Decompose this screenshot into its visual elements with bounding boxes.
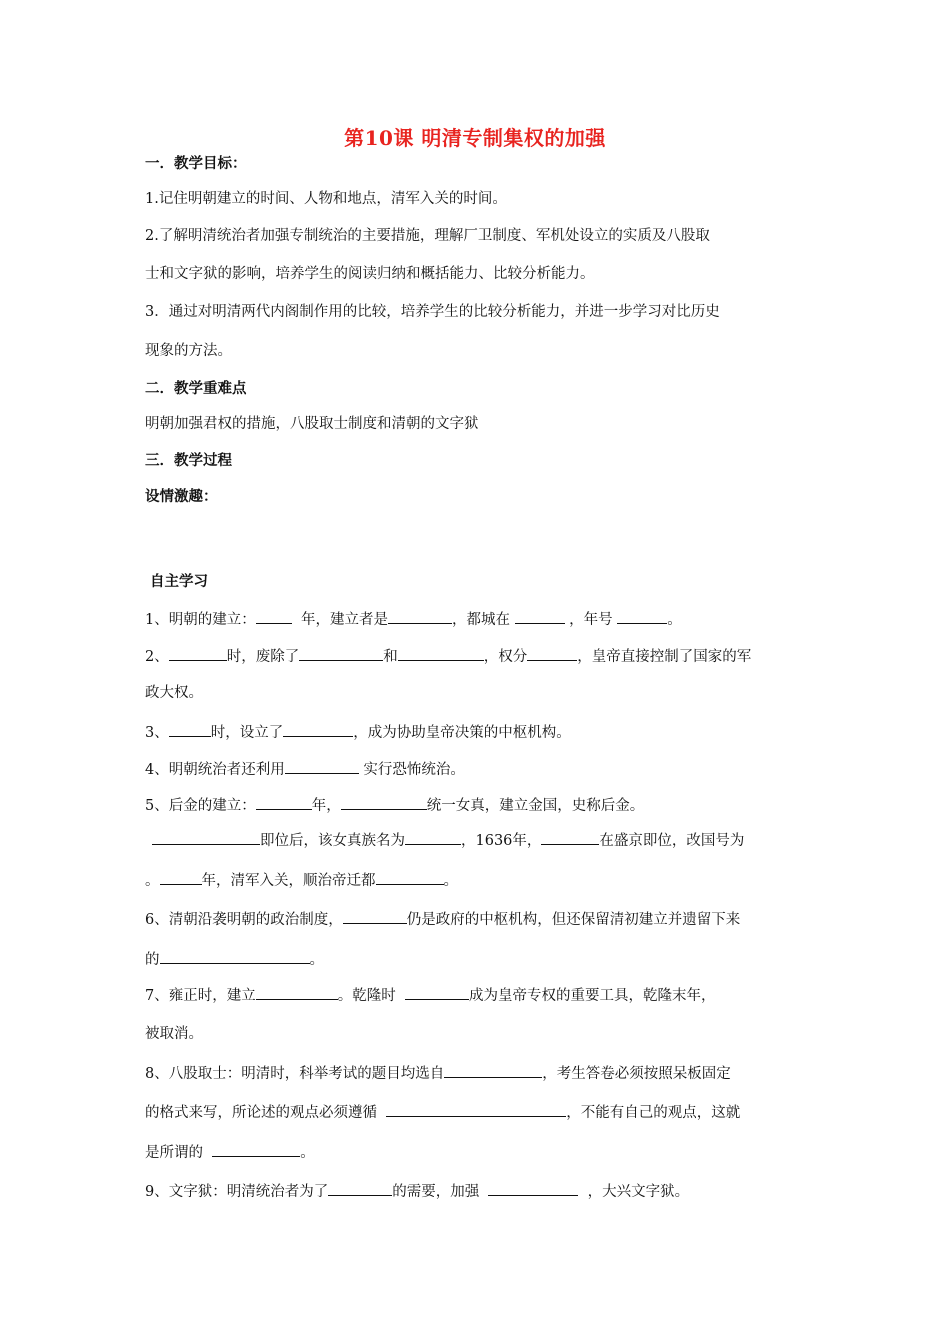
- answer-blank[interactable]: [299, 645, 383, 661]
- question-5-cont-2: 。 年，清军入关，顺治帝迁都 。: [145, 869, 810, 891]
- answer-blank[interactable]: [256, 984, 338, 1000]
- answer-blank[interactable]: [256, 608, 292, 624]
- objective-3-line2: 现象的方法。: [145, 343, 232, 359]
- answer-blank[interactable]: [328, 1180, 392, 1196]
- question-3: 3、 时，设立了 ，成为协助皇帝决策的中枢机构。: [145, 721, 810, 743]
- answer-blank[interactable]: [527, 645, 577, 661]
- question-2: 2、 时，废除了 和 ，权分 ，皇帝直接控制了国家的军: [145, 645, 810, 667]
- answer-blank[interactable]: [515, 608, 565, 624]
- answer-blank[interactable]: [256, 794, 312, 810]
- answer-blank[interactable]: [444, 1062, 542, 1078]
- answer-blank[interactable]: [285, 758, 359, 774]
- question-4: 4、明朝统治者还利用 实行恐怖统治。: [145, 758, 810, 780]
- section-heading-key-points: 二．教学重难点: [145, 380, 247, 397]
- answer-blank[interactable]: [160, 869, 202, 885]
- self-study-heading: 自主学习: [150, 573, 208, 590]
- question-9: 9、文字狱：明清统治者为了 的需要，加强 ，大兴文字狱。: [145, 1180, 810, 1202]
- objective-2-line1: 2.了解明清统治者加强专制统治的主要措施，理解厂卫制度、军机处设立的实质及八股取: [145, 228, 710, 244]
- question-7-cont: 被取消。: [145, 1026, 203, 1042]
- question-7: 7、雍正时，建立 。乾隆时 成为皇帝专权的重要工具，乾隆末年，: [145, 984, 810, 1006]
- answer-blank[interactable]: [283, 721, 353, 737]
- answer-blank[interactable]: [160, 948, 310, 964]
- answer-blank[interactable]: [541, 829, 599, 845]
- question-1: 1、明朝的建立： 年，建立者是 ，都城在 ，年号 。: [145, 608, 810, 630]
- objective-1: 1.记住明朝建立的时间、人物和地点，清军入关的时间。: [145, 191, 507, 207]
- question-5-cont-1: 即位后，该女真族名为 ，1636年， 在盛京即位，改国号为: [152, 829, 817, 851]
- answer-blank[interactable]: [405, 984, 469, 1000]
- question-2-cont: 政大权。: [145, 685, 203, 701]
- lesson-title: 第10课 明清专制集权的加强: [344, 126, 606, 150]
- process-intro-label: 设情激趣：: [145, 488, 218, 505]
- objective-2-line2: 士和文字狱的影响，培养学生的阅读归纳和概括能力、比较分析能力。: [145, 266, 595, 282]
- answer-blank[interactable]: [405, 829, 461, 845]
- question-8-cont-1: 的格式来写，所论述的观点必须遵循 ，不能有自己的观点，这就: [145, 1101, 810, 1123]
- answer-blank[interactable]: [341, 794, 427, 810]
- objective-3-line1: 3．通过对明清两代内阁制作用的比较，培养学生的比较分析能力，并进一步学习对比历史: [145, 304, 720, 320]
- answer-blank[interactable]: [169, 645, 227, 661]
- answer-blank[interactable]: [169, 721, 211, 737]
- answer-blank[interactable]: [617, 608, 667, 624]
- question-6-cont: 的 。: [145, 948, 810, 970]
- answer-blank[interactable]: [343, 908, 407, 924]
- answer-blank[interactable]: [386, 1101, 566, 1117]
- question-8: 8、八股取士：明清时，科举考试的题目均选自 ，考生答卷必须按照呆板固定: [145, 1062, 810, 1084]
- section-heading-process: 三．教学过程: [145, 452, 232, 469]
- answer-blank[interactable]: [398, 645, 484, 661]
- key-points-content: 明朝加强君权的措施，八股取士制度和清朝的文字狱: [145, 416, 479, 432]
- question-5: 5、后金的建立： 年， 统一女真，建立金国，史称后金。: [145, 794, 810, 816]
- answer-blank[interactable]: [212, 1141, 300, 1157]
- answer-blank[interactable]: [388, 608, 452, 624]
- section-heading-objectives: 一．教学目标：: [145, 155, 247, 172]
- question-6: 6、清朝沿袭明朝的政治制度， 仍是政府的中枢机构，但还保留清初建立并遗留下来: [145, 908, 810, 930]
- answer-blank[interactable]: [488, 1180, 578, 1196]
- answer-blank[interactable]: [152, 829, 260, 845]
- question-8-cont-2: 是所谓的 。: [145, 1141, 810, 1163]
- answer-blank[interactable]: [376, 869, 444, 885]
